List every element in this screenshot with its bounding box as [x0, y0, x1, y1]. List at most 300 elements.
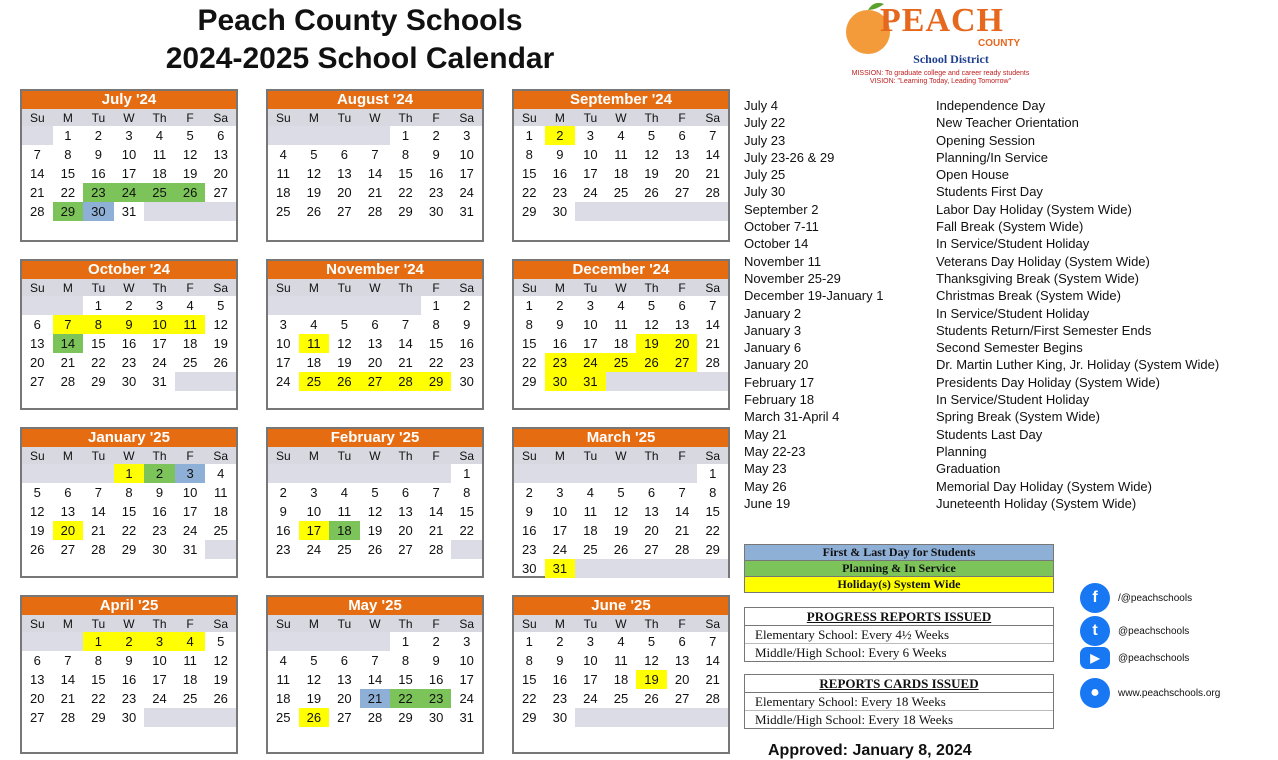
calendar-day: 24: [575, 353, 606, 372]
calendar-day: 25: [583, 542, 598, 557]
weekday-header: M: [53, 615, 84, 632]
calendar-day: 11: [276, 166, 291, 181]
empty-cell: [667, 708, 698, 727]
weekday-header: Su: [22, 447, 53, 464]
weekday-header: W: [114, 447, 145, 464]
empty-cell: [175, 202, 206, 221]
weekday-header: F: [421, 447, 452, 464]
calendar-day: 22: [91, 691, 106, 706]
empty-cell: [545, 464, 576, 483]
calendar-day: 2: [114, 632, 145, 651]
event-name: Open House: [936, 167, 1009, 183]
calendar-day: 16: [522, 523, 537, 538]
event-date: May 21: [744, 426, 787, 442]
empty-cell: [636, 464, 667, 483]
calendar-day: 2: [463, 298, 471, 313]
calendar-day: 3: [279, 317, 287, 332]
calendar-day: 24: [306, 542, 322, 557]
logo-mission: [818, 70, 1063, 86]
calendar-day: 22: [398, 185, 413, 200]
calendar-day: 18: [583, 523, 598, 538]
calendar-day: 22: [522, 691, 537, 706]
calendar-day: 28: [60, 710, 76, 725]
calendar-day: 10: [583, 317, 598, 332]
report-cards-box: [744, 674, 1054, 729]
calendar-day: 1: [709, 466, 717, 481]
weekday-header: Tu: [575, 109, 606, 126]
calendar-day: 2: [432, 634, 440, 649]
empty-cell: [667, 559, 698, 578]
weekday-header: Sa: [697, 447, 728, 464]
calendar-day: 13: [674, 147, 690, 162]
calendar-day: 3: [125, 128, 133, 143]
event-name: Juneteenth Holiday (System Wide): [936, 495, 1137, 511]
calendar-day: 15: [522, 336, 537, 351]
calendar-day: 24: [276, 374, 291, 389]
calendar-day: 14: [53, 334, 84, 353]
calendar-day: 22: [60, 185, 76, 200]
weekday-header: Tu: [575, 615, 606, 632]
calendar-day: 14: [91, 504, 106, 519]
calendar-day: 27: [213, 185, 228, 200]
calendar-day: 20: [644, 523, 659, 538]
calendar-day: 17: [552, 523, 568, 538]
calendar-day: 29: [121, 542, 137, 557]
weekday-header: M: [53, 109, 84, 126]
weekday-header: Th: [636, 615, 667, 632]
calendar-day: 28: [367, 204, 383, 219]
calendar-day: 13: [398, 504, 413, 519]
calendar-day: 9: [432, 653, 440, 668]
calendar-day: 31: [459, 204, 474, 219]
calendar-day: 31: [545, 559, 576, 578]
empty-cell: [697, 202, 728, 221]
weekday-header: M: [299, 109, 330, 126]
event-row: [744, 426, 1264, 443]
weekday-header: Th: [636, 447, 667, 464]
calendar-day: 6: [33, 653, 41, 668]
calendar-day: 16: [121, 336, 137, 351]
calendar-day: 13: [60, 504, 76, 519]
calendar-day: 7: [64, 653, 72, 668]
calendar-day: 10: [121, 147, 137, 162]
calendar-day: 24: [583, 691, 598, 706]
calendar-day: 17: [583, 336, 598, 351]
calendar-day: 19: [636, 334, 667, 353]
logo-mission-text: MISSION: To graduate college and career ready students: [851, 70, 1030, 77]
calendar-day: 31: [459, 710, 474, 725]
calendar-day: 23: [421, 689, 452, 708]
calendar-day: 11: [276, 672, 291, 687]
weekday-header: F: [175, 447, 206, 464]
event-date: January 20: [744, 357, 809, 373]
month-calendar: [512, 259, 730, 410]
calendar-day: 3: [144, 632, 175, 651]
empty-cell: [205, 540, 236, 559]
empty-cell: [299, 296, 330, 315]
calendar-day: 18: [182, 336, 198, 351]
calendar-day: 25: [613, 185, 629, 200]
approved-date: Approved: January 8, 2024: [768, 742, 972, 759]
weekday-header: W: [360, 109, 391, 126]
calendar-day: 30: [552, 710, 568, 725]
empty-cell: [205, 372, 236, 391]
legend-holiday: Holiday(s) System Wide: [745, 577, 1053, 592]
weekday-header: Tu: [575, 447, 606, 464]
calendar-day: 21: [91, 523, 106, 538]
weekday-header: W: [360, 447, 391, 464]
month-calendar: [512, 595, 730, 754]
calendar-day: 26: [644, 185, 659, 200]
weekday-header: Su: [268, 279, 299, 296]
weekday-header: Su: [268, 615, 299, 632]
weekday-header: Th: [390, 447, 421, 464]
calendar-day: 18: [182, 672, 198, 687]
calendar-day: 1: [525, 128, 533, 143]
calendar-day: 5: [310, 653, 318, 668]
calendar-day: 6: [678, 298, 686, 313]
calendar-day: 31: [575, 372, 606, 391]
calendar-day: 30: [522, 561, 537, 576]
calendar-day: 6: [678, 128, 686, 143]
calendar-day: 3: [586, 634, 595, 649]
calendar-day: 19: [367, 523, 383, 538]
weekday-header: Tu: [83, 109, 114, 126]
calendar-day: 23: [552, 185, 568, 200]
calendar-day: 2: [94, 128, 103, 143]
empty-cell: [667, 464, 698, 483]
calendar-day: 27: [337, 204, 352, 219]
calendar-day: 11: [152, 147, 167, 162]
calendar-day: 4: [586, 485, 595, 500]
weekday-header: Th: [144, 279, 175, 296]
calendar-day: 1: [401, 128, 410, 143]
calendar-day: 10: [552, 504, 568, 519]
calendar-day: 13: [30, 672, 45, 687]
calendar-day: 7: [709, 634, 717, 649]
calendar-day: 26: [329, 372, 360, 391]
month-calendar: [512, 427, 730, 578]
calendar-day: 29: [522, 204, 537, 219]
calendar-day: 16: [152, 504, 167, 519]
progress-middle-high: Middle/High School: Every 6 Weeks: [755, 645, 947, 660]
calendar-day: 10: [306, 504, 322, 519]
calendar-day: 20: [674, 166, 690, 181]
calendar-day: 6: [678, 634, 686, 649]
report-cards-title: REPORTS CARDS ISSUED: [745, 675, 1053, 693]
calendar-day: 19: [306, 691, 322, 706]
calendar-day: 3: [556, 485, 564, 500]
calendar-day: 4: [279, 653, 287, 668]
calendar-day: 14: [705, 653, 720, 668]
calendar-day: 26: [299, 708, 330, 727]
weekday-header: Th: [144, 615, 175, 632]
calendar-day: 9: [556, 317, 564, 332]
calendar-day: 20: [53, 521, 84, 540]
calendar-day: 16: [428, 166, 444, 181]
calendar-day: 28: [30, 204, 45, 219]
empty-cell: [667, 202, 698, 221]
calendar-day: 27: [398, 542, 413, 557]
calendar-day: 28: [390, 372, 421, 391]
weekday-header: Su: [22, 615, 53, 632]
event-row: [744, 132, 1264, 149]
event-date: February 17: [744, 374, 815, 390]
weekday-header: Th: [144, 447, 175, 464]
calendar-day: 29: [91, 710, 106, 725]
event-date: July 23: [744, 132, 786, 148]
month-name: March '25: [514, 429, 728, 447]
calendar-day: 5: [340, 317, 349, 332]
twitter-handle: @peachschools: [1118, 626, 1190, 637]
event-date: February 18: [744, 392, 815, 408]
calendar-day: 30: [545, 372, 576, 391]
calendar-day: 7: [33, 147, 41, 162]
calendar-day: 1: [64, 128, 72, 143]
calendar-day: 11: [614, 653, 628, 668]
event-row: [744, 166, 1264, 183]
event-date: November 25-29: [744, 270, 841, 286]
calendar-day: 18: [152, 166, 167, 181]
calendar-day: 27: [360, 372, 391, 391]
month-name: November '24: [268, 261, 482, 279]
month-name: February '25: [268, 429, 482, 447]
logo-name: PEACH: [880, 2, 1004, 39]
calendar-day: 4: [175, 632, 206, 651]
calendar-day: 22: [522, 355, 537, 370]
calendar-day: 8: [94, 653, 103, 668]
weekday-header: W: [606, 447, 637, 464]
calendar-day: 26: [213, 355, 228, 370]
event-name: In Service/Student Holiday: [936, 305, 1090, 321]
event-row: [744, 460, 1264, 477]
calendar-day: 2: [432, 128, 440, 143]
weekday-header: Su: [268, 447, 299, 464]
calendar-day: 25: [182, 691, 198, 706]
calendar-day: 30: [428, 204, 444, 219]
calendar-day: 12: [613, 504, 629, 519]
event-date: January 3: [744, 322, 802, 338]
empty-cell: [53, 632, 84, 651]
calendar-day: 13: [30, 336, 45, 351]
calendar-day: 19: [182, 166, 198, 181]
calendar-day: 20: [674, 672, 690, 687]
empty-cell: [175, 708, 206, 727]
calendar-day: 8: [525, 147, 533, 162]
weekday-header: Th: [390, 615, 421, 632]
empty-cell: [697, 372, 728, 391]
calendar-day: 15: [705, 504, 720, 519]
event-row: [744, 495, 1264, 512]
empty-cell: [360, 632, 391, 651]
report-cards-middle-high: Middle/High School: Every 18 Weeks: [755, 712, 954, 727]
weekday-header: M: [545, 447, 576, 464]
calendar-day: 18: [276, 185, 291, 200]
calendar-day: 31: [152, 374, 167, 389]
calendar-day: 24: [182, 523, 198, 538]
event-date: March 31-April 4: [744, 409, 840, 425]
calendar-day: 29: [522, 710, 537, 725]
calendar-day: 4: [279, 147, 287, 162]
empty-cell: [268, 464, 299, 483]
calendar-day: 12: [213, 317, 228, 332]
calendar-day: 8: [525, 653, 533, 668]
calendar-day: 15: [522, 166, 537, 181]
calendar-day: 25: [276, 710, 291, 725]
calendar-day: 30: [552, 204, 568, 219]
calendar-day: 15: [459, 504, 474, 519]
calendar-day: 21: [360, 689, 391, 708]
calendar-day: 16: [552, 672, 568, 687]
calendar-day: 8: [83, 315, 114, 334]
month-name: January '25: [22, 429, 236, 447]
empty-cell: [175, 372, 206, 391]
calendar-day: 8: [125, 485, 133, 500]
calendar-day: 15: [428, 336, 444, 351]
month-calendar: [20, 595, 238, 754]
calendar-day: 12: [30, 504, 45, 519]
event-row: [744, 391, 1264, 408]
calendar-day: 4: [617, 298, 625, 313]
calendar-day: 18: [329, 521, 360, 540]
calendar-day: 13: [644, 504, 659, 519]
calendar-day: 26: [175, 183, 206, 202]
empty-cell: [575, 708, 606, 727]
calendar-day: 3: [586, 298, 595, 313]
event-row: [744, 287, 1264, 304]
calendar-day: 23: [152, 523, 167, 538]
month-calendar: [266, 89, 484, 242]
calendar-day: 11: [337, 504, 352, 519]
empty-cell: [299, 126, 330, 145]
event-date: July 4: [744, 98, 778, 113]
calendar-day: 8: [463, 485, 471, 500]
events-list: [744, 97, 1264, 512]
event-name: Graduation: [936, 461, 1001, 477]
calendar-day: 16: [552, 336, 568, 351]
calendar-day: 19: [644, 166, 659, 181]
calendar-day: 15: [91, 672, 106, 687]
calendar-day: 12: [213, 653, 228, 668]
weekday-header: M: [545, 279, 576, 296]
event-name: Opening Session: [936, 132, 1036, 148]
calendar-day: 19: [636, 670, 667, 689]
calendar-day: 23: [459, 355, 474, 370]
facebook-icon: f: [1080, 583, 1110, 613]
calendar-day: 20: [367, 355, 383, 370]
calendar-day: 5: [310, 147, 318, 162]
report-cards-elementary: Elementary School: Every 18 Weeks: [745, 693, 1053, 711]
empty-cell: [606, 464, 637, 483]
calendar-day: 14: [367, 166, 383, 181]
calendar-day: 12: [337, 336, 352, 351]
weekday-header: M: [299, 615, 330, 632]
event-name: Thanksgiving Break (System Wide): [936, 270, 1140, 286]
empty-cell: [22, 126, 53, 145]
calendar-day: 14: [428, 504, 444, 519]
calendar-day: 17: [152, 336, 167, 351]
empty-cell: [514, 464, 545, 483]
calendar-day: 23: [545, 353, 576, 372]
weekday-header: Sa: [205, 615, 236, 632]
empty-cell: [421, 464, 452, 483]
website-url: www.peachschools.org: [1118, 688, 1221, 699]
calendar-day: 27: [674, 185, 690, 200]
calendar-day: 4: [155, 128, 164, 143]
calendar-day: 21: [60, 691, 76, 706]
empty-cell: [53, 296, 84, 315]
event-row: [744, 322, 1264, 339]
event-date: October 7-11: [744, 219, 819, 235]
calendar-day: 5: [217, 634, 225, 649]
month-name: May '25: [268, 597, 482, 615]
calendar-day: 23: [83, 183, 114, 202]
calendar-day: 3: [463, 128, 471, 143]
calendar-day: 7: [371, 147, 379, 162]
calendar-day: 9: [125, 653, 133, 668]
calendar-day: 21: [30, 185, 45, 200]
calendar-day: 6: [64, 485, 72, 500]
calendar-day: 14: [367, 672, 383, 687]
calendar-day: 1: [114, 464, 145, 483]
calendar-day: 20: [30, 691, 45, 706]
calendar-day: 25: [182, 355, 198, 370]
calendar-day: 17: [299, 521, 330, 540]
calendar-day: 24: [583, 185, 598, 200]
calendar-day: 16: [552, 166, 568, 181]
empty-cell: [451, 540, 482, 559]
weekday-header: W: [114, 109, 145, 126]
month-calendar: [20, 259, 238, 410]
calendar-day: 26: [367, 542, 383, 557]
event-name: Presidents Day Holiday (System Wide): [936, 374, 1160, 390]
calendar-day: 4: [310, 317, 318, 332]
calendar-day: 29: [522, 374, 537, 389]
calendar-day: 15: [91, 336, 106, 351]
calendar-day: 30: [83, 202, 114, 221]
calendar-day: 24: [114, 183, 145, 202]
legend-planning: Planning & In Service: [745, 561, 1053, 577]
calendar-day: 19: [213, 672, 228, 687]
event-date: January 6: [744, 340, 802, 356]
calendar-day: 14: [60, 672, 76, 687]
calendar-day: 10: [144, 315, 175, 334]
event-name: Planning: [936, 443, 987, 459]
calendar-day: 27: [667, 353, 698, 372]
calendar-day: 24: [152, 355, 167, 370]
calendar-day: 26: [306, 204, 322, 219]
calendar-day: 23: [121, 691, 137, 706]
calendar-day: 12: [644, 653, 659, 668]
calendar-day: 12: [306, 672, 322, 687]
calendar-day: 6: [647, 485, 656, 500]
calendar-day: 19: [613, 523, 629, 538]
event-row: [744, 114, 1264, 131]
weekday-header: Sa: [205, 447, 236, 464]
calendar-day: 28: [674, 542, 690, 557]
empty-cell: [22, 632, 53, 651]
calendar-day: 25: [276, 204, 291, 219]
event-name: Labor Day Holiday (System Wide): [936, 201, 1132, 217]
weekday-header: Sa: [697, 109, 728, 126]
calendar-day: 28: [428, 542, 444, 557]
calendar-day: 9: [155, 485, 164, 500]
calendar-day: 3: [310, 485, 318, 500]
calendar-day: 11: [175, 315, 206, 334]
calendar-day: 20: [337, 185, 352, 200]
calendar-day: 29: [398, 710, 413, 725]
weekday-header: Su: [22, 279, 53, 296]
